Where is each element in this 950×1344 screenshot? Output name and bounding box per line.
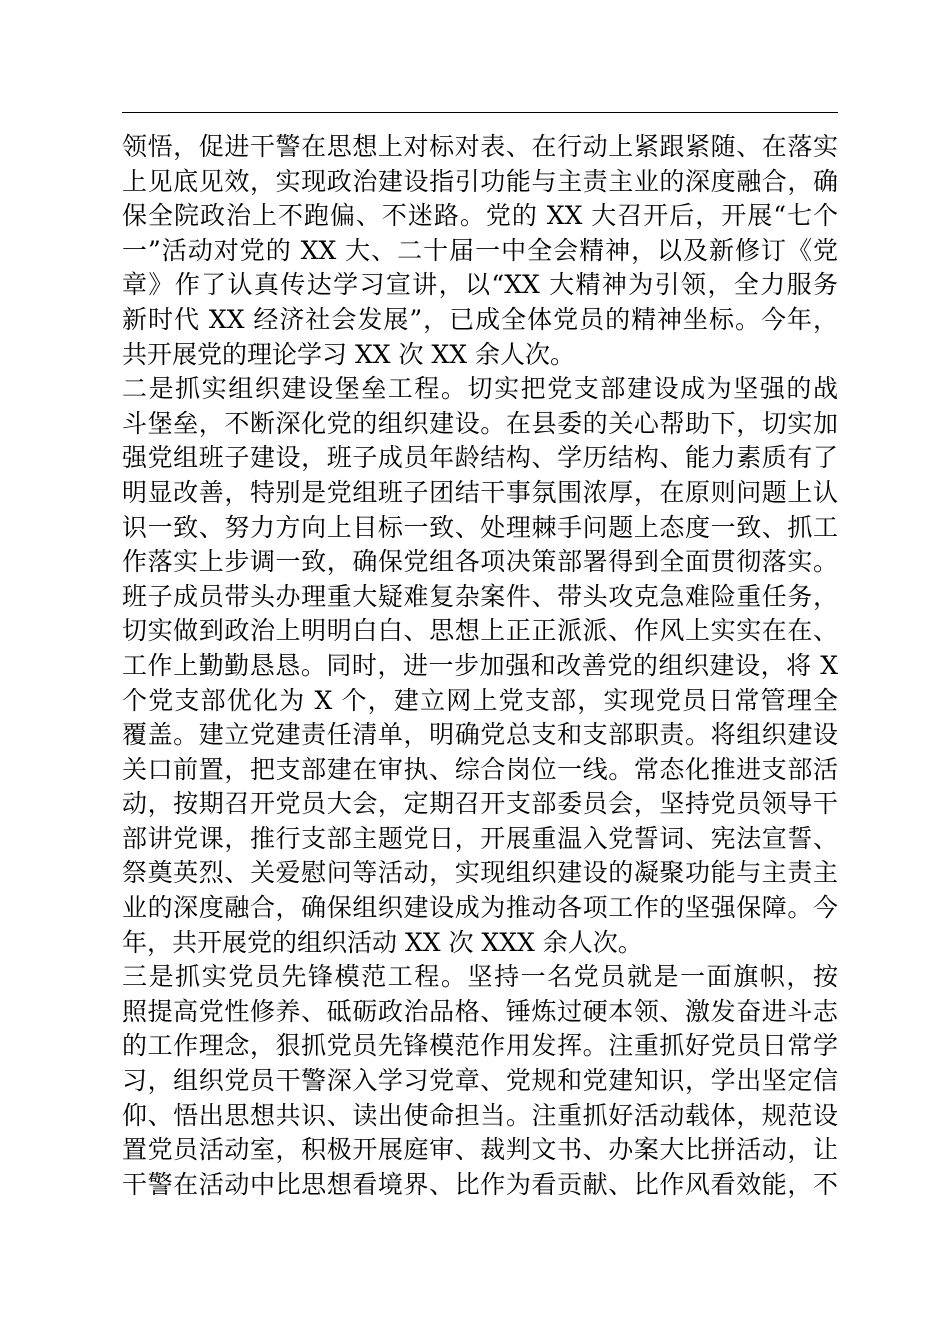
text-line: 部讲党课，推行支部主题党日，开展重温入党誓词、宪法宣誓、 [122, 823, 838, 853]
text-line: 关口前置，把支部建在审执、综合岗位一线。常态化推进支部活 [122, 754, 838, 784]
text-line: 新时代 XX 经济社会发展”，已成全体党员的精神坐标。今年， [122, 304, 838, 334]
text-line: 照提高党性修养、砥砺政治品格、锤炼过硬本领、激发奋进斗志 [122, 996, 838, 1026]
text-line: 覆盖。建立党建责任清单，明确党总支和支部职责。将组织建设 [122, 720, 838, 750]
text-line: 领悟，促进干警在思想上对标对表、在行动上紧跟紧随、在落实 [122, 132, 838, 161]
text-line: 切实做到政治上明明白白、思想上正正派派、作风上实实在在、 [122, 616, 838, 646]
text-line: 识一致、努力方向上目标一致、处理棘手问题上态度一致、抓工 [122, 512, 838, 542]
text-line: 班子成员带头办理重大疑难复杂案件、带头攻克急难险重任务， [122, 581, 838, 611]
text-line: 上见底见效，实现政治建设指引功能与主责主业的深度融合，确 [122, 166, 838, 196]
text-line: 年，共开展党的组织活动 XX 次 XXX 余人次。 [122, 927, 643, 957]
document-body [122, 130, 838, 1202]
text-line: 共开展党的理论学习 XX 次 XX 余人次。 [122, 339, 575, 369]
header-rule [122, 112, 838, 113]
text-line: 一”活动对党的 XX 大、二十届一中全会精神，以及新修订《党 [122, 235, 838, 265]
text-line: 个党支部优化为 X 个，建立网上党支部，实现党员日常管理全 [122, 685, 838, 715]
text-line: 祭奠英烈、关爱慰问等活动，实现组织建设的凝聚功能与主责主 [122, 858, 838, 888]
text-line: 业的深度融合，确保组织建设成为推动各项工作的坚强保障。今 [122, 893, 838, 923]
text-line: 章》作了认真传达学习宣讲，以“XX 大精神为引领，全力服务 [122, 270, 838, 300]
text-line: 仰、悟出思想共识、读出使命担当。注重抓好活动载体，规范设 [122, 1100, 838, 1130]
text-line: 动，按期召开党员大会，定期召开支部委员会，坚持党员领导干 [122, 789, 838, 819]
text-line: 的工作理念，狠抓党员先锋模范作用发挥。注重抓好党员日常学 [122, 1031, 838, 1061]
text-line: 强党组班子建设，班子成员年龄结构、学历结构、能力素质有了 [122, 443, 838, 473]
text-line: 保全院政治上不跑偏、不迷路。党的 XX 大召开后，开展“七个 [122, 201, 838, 231]
text-line: 工作上勤勤恳恳。同时，进一步加强和改善党的组织建设，将 X [122, 650, 838, 680]
text-line: 习，组织党员干警深入学习党章、党规和党建知识，学出坚定信 [122, 1066, 838, 1096]
text-line: 斗堡垒，不断深化党的组织建设。在县委的关心帮助下，切实加 [122, 408, 838, 438]
text-line: 作落实上步调一致，确保党组各项决策部署得到全面贯彻落实。 [122, 547, 838, 577]
text-line: 明显改善，特别是党组班子团结干事氛围浓厚，在原则问题上认 [122, 477, 838, 507]
text-line: 置党员活动室，积极开展庭审、裁判文书、办案大比拼活动，让 [122, 1135, 838, 1165]
text-line: 二是抓实组织建设堡垒工程。切实把党支部建设成为坚强的战 [122, 374, 838, 404]
text-line: 三是抓实党员先锋模范工程。坚持一名党员就是一面旗帜，按 [122, 962, 838, 992]
text-line: 干警在活动中比思想看境界、比作为看贡献、比作风看效能，不 [122, 1169, 838, 1199]
